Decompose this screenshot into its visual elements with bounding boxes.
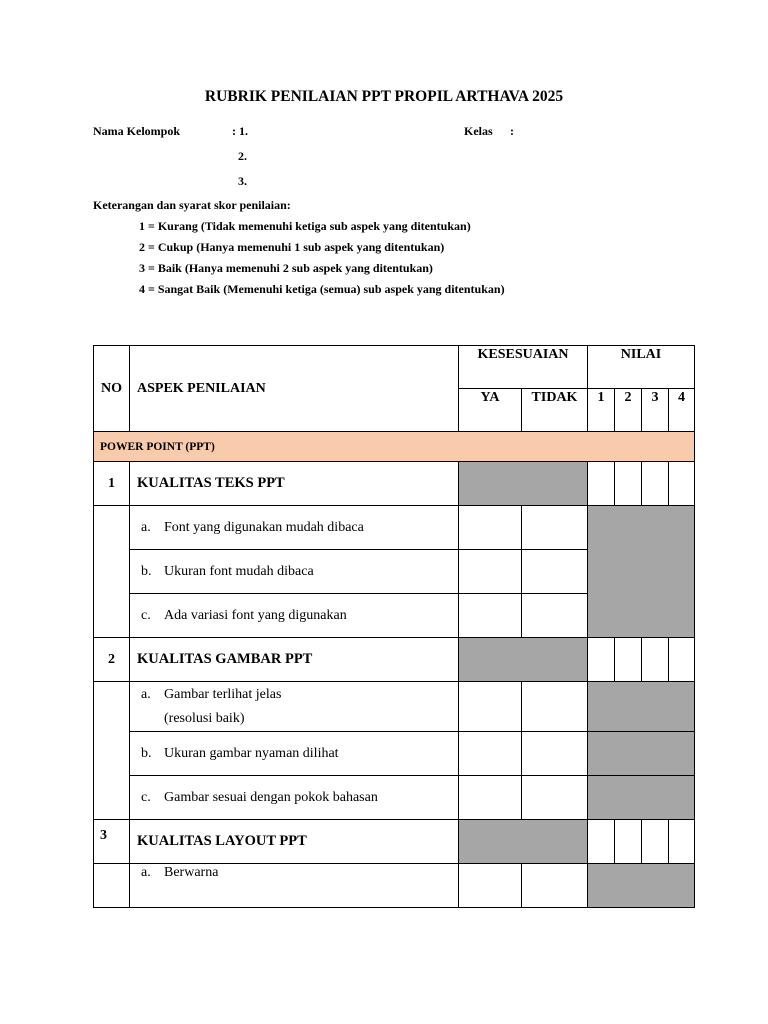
- sub-letter: c.: [141, 607, 151, 623]
- sub-aspect: [130, 506, 459, 550]
- score-cell-4[interactable]: [669, 820, 695, 864]
- sub-aspect: [130, 682, 459, 732]
- sub-aspect-row: [94, 776, 695, 820]
- sub-aspect: [130, 550, 459, 594]
- score-cell-2[interactable]: [615, 638, 642, 682]
- criterion-title: KUALITAS TEKS PPT: [130, 462, 459, 506]
- col-ya-header: YA: [459, 389, 522, 432]
- table-header-row: [94, 346, 695, 389]
- sub-text-multiline: [164, 683, 281, 731]
- kelas-colon: :: [510, 124, 514, 138]
- ya-cell[interactable]: [459, 732, 522, 776]
- sub-aspect-row: [94, 506, 695, 550]
- score-cell-1[interactable]: [588, 462, 615, 506]
- score-cell-1[interactable]: [588, 638, 615, 682]
- criterion-title: KUALITAS GAMBAR PPT: [130, 638, 459, 682]
- sub-aspect: [130, 594, 459, 638]
- score-cell-3[interactable]: [642, 462, 669, 506]
- nama-kelompok-2: 2.: [238, 149, 247, 163]
- score-header-3: 3: [642, 389, 669, 432]
- ya-cell[interactable]: [459, 682, 522, 732]
- criterion-title: KUALITAS LAYOUT PPT: [130, 820, 459, 864]
- criterion-number: 2: [94, 638, 130, 682]
- tidak-cell[interactable]: [522, 682, 588, 732]
- sub-text: Gambar terlihat jelas: [164, 686, 282, 702]
- sub-letter: b.: [141, 745, 152, 761]
- sub-aspect-row: [94, 732, 695, 776]
- nama-kelompok-1: : 1.: [232, 124, 248, 138]
- tidak-cell[interactable]: [522, 864, 588, 908]
- kesesuaian-shaded-cell: [459, 638, 588, 682]
- score-cell-1[interactable]: [588, 820, 615, 864]
- score-cell-2[interactable]: [615, 462, 642, 506]
- kesesuaian-shaded-cell: [459, 820, 588, 864]
- nama-kelompok-label: Nama Kelompok: [93, 124, 180, 138]
- score-header-2: 2: [615, 389, 642, 432]
- sub-aspect: [130, 732, 459, 776]
- sub-text: Font yang digunakan mudah dibaca: [164, 519, 364, 535]
- nilai-shaded-cell: [588, 506, 695, 638]
- tidak-cell[interactable]: [522, 550, 588, 594]
- sub-letter: a.: [141, 519, 151, 535]
- tidak-cell[interactable]: [522, 506, 588, 550]
- note-item: 1 = Kurang (Tidak memenuhi ketiga sub aspek yang ditentukan): [139, 219, 471, 233]
- nilai-shaded-cell: [588, 776, 695, 820]
- notes-heading: Keterangan dan syarat skor penilaian:: [93, 198, 291, 212]
- sub-aspect-row: [94, 682, 695, 732]
- ya-cell[interactable]: [459, 864, 522, 908]
- kesesuaian-shaded-cell: [459, 462, 588, 506]
- no-cell-blank: [94, 506, 130, 638]
- sub-letter: b.: [141, 563, 152, 579]
- score-header-1: 1: [588, 389, 615, 432]
- sub-letter: c.: [141, 789, 151, 805]
- score-cell-3[interactable]: [642, 638, 669, 682]
- sub-letter: a.: [141, 865, 151, 880]
- nilai-shaded-cell: [588, 732, 695, 776]
- sub-text: Gambar sesuai dengan pokok bahasan: [164, 789, 378, 805]
- score-cell-4[interactable]: [669, 638, 695, 682]
- note-item: 4 = Sangat Baik (Memenuhi ketiga (semua) sub aspek yang ditentukan): [139, 282, 505, 296]
- nilai-shaded-cell: [588, 682, 695, 732]
- score-cell-3[interactable]: [642, 820, 669, 864]
- note-item: 2 = Cukup (Hanya memenuhi 1 sub aspek yang ditentukan): [139, 240, 445, 254]
- nilai-shaded-cell: [588, 864, 695, 908]
- section-row: [94, 432, 695, 462]
- criterion-row: [94, 820, 695, 864]
- sub-text: Berwarna: [164, 865, 219, 880]
- section-label: POWER POINT (PPT): [94, 432, 695, 462]
- sub-letter: a.: [141, 686, 151, 702]
- score-cell-4[interactable]: [669, 462, 695, 506]
- rubric-table: [93, 345, 695, 908]
- sub-aspect-row: [94, 864, 695, 908]
- criterion-number: 1: [94, 462, 130, 506]
- sub-text-continued: (resolusi baik): [164, 710, 245, 726]
- note-item: 3 = Baik (Hanya memenuhi 2 sub aspek yang ditentukan): [139, 261, 433, 275]
- tidak-cell[interactable]: [522, 732, 588, 776]
- col-no-header: NO: [94, 346, 130, 432]
- kelas-label: Kelas: [464, 124, 493, 138]
- ya-cell[interactable]: [459, 776, 522, 820]
- no-cell-blank: [94, 864, 130, 908]
- criterion-row: [94, 462, 695, 506]
- no-cell-blank: [94, 682, 130, 820]
- col-aspek-header: ASPEK PENILAIAN: [130, 346, 459, 432]
- criterion-number: 3: [94, 820, 130, 864]
- sub-text: Ada variasi font yang digunakan: [164, 607, 347, 623]
- ya-cell[interactable]: [459, 506, 522, 550]
- tidak-cell[interactable]: [522, 594, 588, 638]
- page-title: RUBRIK PENILAIAN PPT PROPIL ARTHAVA 2025: [204, 88, 564, 105]
- score-cell-2[interactable]: [615, 820, 642, 864]
- nama-kelompok-3: 3.: [238, 174, 247, 188]
- col-kesesuaian-header: KESESUAIAN: [459, 346, 588, 389]
- col-nilai-header: NILAI: [588, 346, 695, 389]
- criterion-row: [94, 638, 695, 682]
- ya-cell[interactable]: [459, 550, 522, 594]
- col-tidak-header: TIDAK: [522, 389, 588, 432]
- ya-cell[interactable]: [459, 594, 522, 638]
- sub-aspect: [130, 864, 459, 908]
- score-header-4: 4: [669, 389, 695, 432]
- sub-text: Ukuran gambar nyaman dilihat: [164, 745, 339, 761]
- sub-aspect: [130, 776, 459, 820]
- tidak-cell[interactable]: [522, 776, 588, 820]
- sub-text: Ukuran font mudah dibaca: [164, 563, 314, 579]
